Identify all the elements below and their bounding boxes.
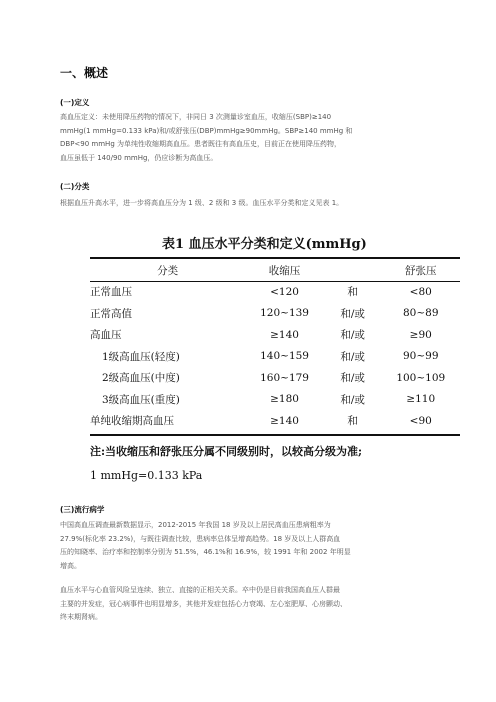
- definition-line: DBP<90 mmHg 为单纯性收缩期高血压。患者既往有高血压史，目前正在使用降压药物，: [60, 140, 341, 148]
- cell-diastolic: 90~99: [402, 350, 439, 363]
- epidemiology-paragraph-1: [60, 519, 440, 573]
- cell-systolic: <120: [270, 285, 299, 298]
- epidemiology-line: 血压水平与心血管风险呈连续、独立、直接的正相关关系。卒中仍是目前我国高血压人群最: [60, 586, 340, 594]
- cell-connector: 和/或: [340, 307, 365, 320]
- table-header-row: [90, 259, 460, 281]
- table-header-rule: [90, 281, 460, 282]
- cell-category: 2级高血压(中度): [102, 372, 180, 385]
- cell-category: 正常高值: [90, 307, 132, 320]
- cell-connector: 和: [347, 286, 358, 299]
- definition-line: 高血压定义：未使用降压药物的情况下，非同日 3 次测量诊室血压，收缩压(SBP)≥140: [60, 113, 332, 121]
- cell-connector: 和/或: [340, 372, 365, 385]
- cell-diastolic: ≥110: [406, 393, 436, 406]
- cell-systolic: ≥180: [270, 393, 299, 406]
- table-row: [90, 324, 460, 346]
- table-title: 表1 血压水平分类和定义(mmHg): [162, 237, 367, 252]
- header-diastolic: 舒张压: [405, 264, 437, 277]
- cell-category: 高血压: [90, 329, 122, 342]
- classification-paragraph: [60, 197, 440, 211]
- cell-diastolic: 100~109: [396, 371, 446, 384]
- cell-systolic: 120~139: [260, 307, 309, 320]
- cell-diastolic: ≥90: [409, 328, 432, 341]
- cell-connector: 和/或: [340, 329, 365, 342]
- cell-systolic: 140~159: [260, 350, 309, 363]
- cell-category: 单纯收缩期高血压: [90, 415, 174, 428]
- cell-category: 1级高血压(轻度): [102, 350, 180, 363]
- cell-diastolic: <90: [409, 414, 432, 427]
- cell-connector: 和/或: [340, 350, 365, 363]
- cell-diastolic: <80: [409, 285, 432, 298]
- epidemiology-line: 压的知晓率、治疗率和控制率分别为 51.5%，46.1%和 16.9%，较 1991 年和 2002 年明显: [60, 548, 351, 556]
- header-category: 分类: [157, 264, 179, 277]
- table-row: [90, 346, 460, 368]
- epidemiology-line: 终末期肾病。: [60, 613, 102, 621]
- definition-paragraph: [60, 111, 440, 165]
- epidemiology-line: 增高。: [60, 561, 81, 570]
- epidemiology-line: 主要的并发症，冠心病事件也明显增多，其他并发症包括心力衰竭、左心室肥厚、心房颤动、: [60, 599, 347, 608]
- table-bottom-rule: [90, 434, 460, 436]
- cell-category: 正常血压: [90, 286, 132, 299]
- definition-line: mmHg(1 mmHg=0.133 kPa)和/或舒张压(DBP)mmHg≥90mmHg。SBP≥140 mmHg 和: [60, 126, 353, 135]
- cell-systolic: ≥140: [270, 414, 299, 427]
- epidemiology-line: 27.9%(标化率 23.2%)，与既往调查比较，患病率总体呈增高趋势。18 岁及以上人群高血: [60, 534, 341, 543]
- definition-heading: (一)定义: [60, 98, 90, 107]
- table-row: [90, 367, 460, 389]
- epidemiology-heading: (三)流行病学: [60, 505, 105, 514]
- section-heading: 一、概述: [60, 66, 109, 80]
- table-note-unit: 1 mmHg=0.133 kPa: [90, 469, 203, 482]
- epidemiology-paragraph-2: [60, 584, 440, 625]
- epidemiology-line: 中国高血压调查最新数据显示，2012-2015 年我国 18 岁及以上居民高血压患病粗率为: [60, 521, 331, 529]
- table-row: [90, 281, 460, 303]
- table-note: 注:当收缩压和舒张压分属不同级别时，以较高分级为准;: [90, 445, 363, 458]
- cell-diastolic: 80~89: [402, 307, 439, 320]
- classification-line: 根据血压升高水平，进一步将高血压分为 1 级、2 级和 3 级。血压水平分类和定义见表 1。: [60, 199, 344, 207]
- cell-connector: 和: [347, 415, 358, 428]
- definition-line: 血压虽低于 140/90 mmHg，仍应诊断为高血压。: [60, 153, 218, 162]
- cell-systolic: ≥140: [270, 328, 299, 341]
- bp-classification-table: [90, 259, 460, 432]
- table-row: [90, 389, 460, 411]
- table-row: [90, 410, 460, 432]
- cell-systolic: 160~179: [260, 371, 309, 384]
- table-row: [90, 303, 460, 325]
- classification-heading: (二)分类: [60, 182, 90, 191]
- cell-category: 3级高血压(重度): [102, 393, 180, 406]
- cell-connector: 和/或: [340, 393, 365, 406]
- header-connector: [324, 259, 382, 281]
- header-systolic: 收缩压: [268, 264, 301, 277]
